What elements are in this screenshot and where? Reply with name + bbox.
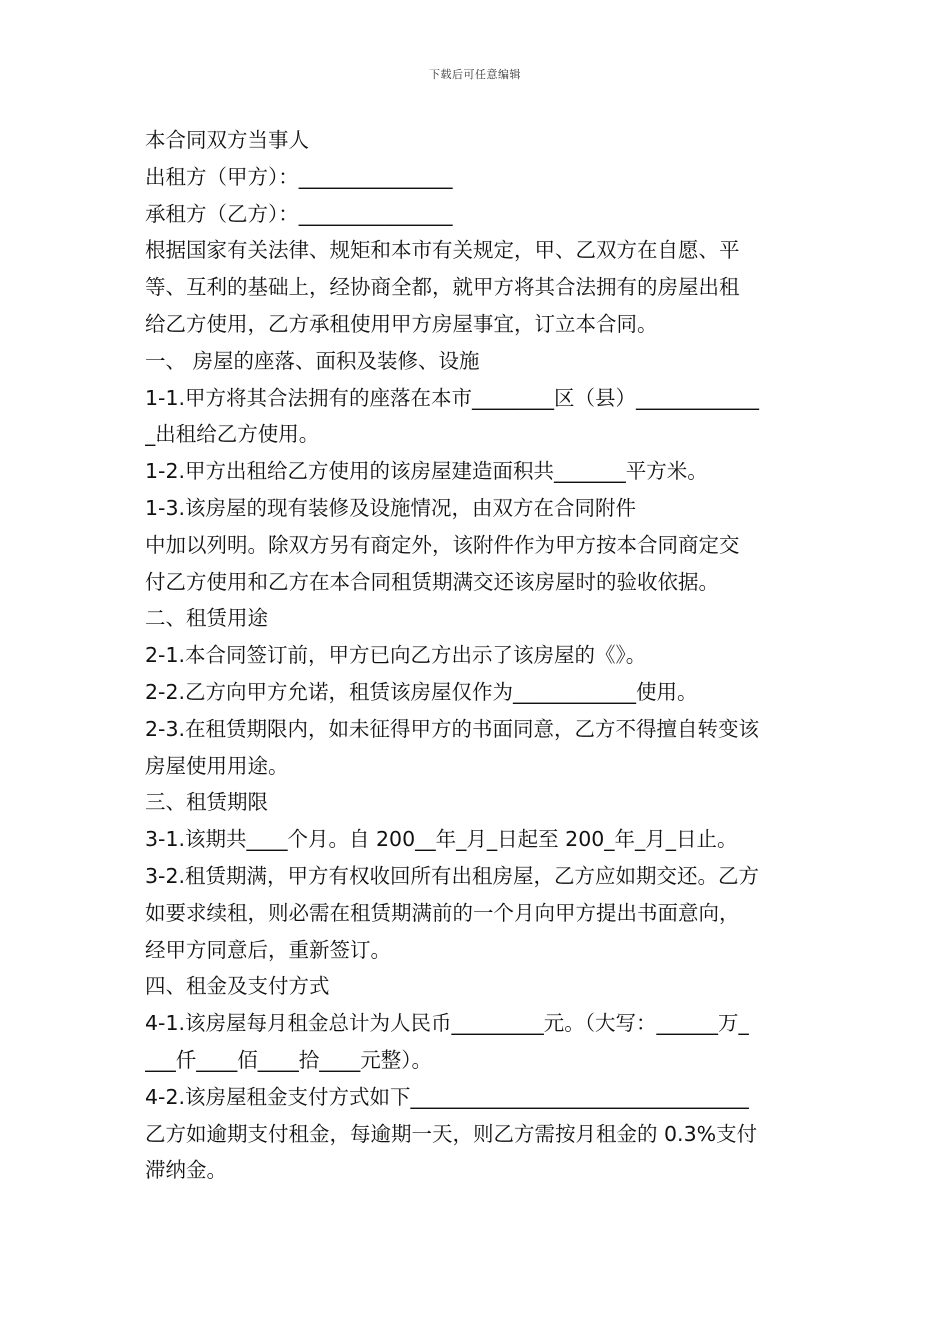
clause-1-1-line-1: 1-1.甲方将其合法拥有的座落在本市________区（县）____________ (145, 385, 759, 410)
preamble-line-3: 给乙方使用，乙方承租使用甲方房屋事宜，订立本合同。 (145, 311, 658, 336)
late-fee-line-2: 滞纳金。 (145, 1158, 227, 1183)
section-4-heading: 四、租金及支付方式 (145, 974, 330, 999)
section-2-heading: 二、租赁用途 (145, 606, 268, 631)
lessor-field: 出租方（甲方）：_______________ (145, 164, 453, 189)
page-header-note: 下载后可任意编辑 (429, 68, 521, 81)
clause-4-2: 4-2.该房屋租金支付方式如下_________________________________ (145, 1084, 749, 1109)
section-1-heading: 一、 房屋的座落、面积及装修、设施 (145, 348, 480, 373)
clause-1-3-line-2: 中加以列明。除双方另有商定外，该附件作为甲方按本合同商定交 (145, 532, 740, 557)
clause-4-1-line-2: ___仟____佰____拾____元整）。 (145, 1047, 432, 1072)
clause-2-2: 2-2.乙方向甲方允诺，租赁该房屋仅作为____________使用。 (145, 679, 698, 704)
clause-1-3-line-3: 付乙方使用和乙方在本合同租赁期满交还该房屋时的验收依据。 (145, 569, 719, 594)
clause-1-2: 1-2.甲方出租给乙方使用的该房屋建造面积共_______平方米。 (145, 459, 708, 484)
clause-3-2-line-3: 经甲方同意后，重新签订。 (145, 937, 391, 962)
contract-body (145, 122, 813, 1189)
clause-1-1-line-2: _出租给乙方使用。 (145, 422, 320, 447)
preamble-line-1: 根据国家有关法律、规矩和本市有关规定，甲、乙双方在自愿、平 (145, 238, 740, 263)
clause-2-1: 2-1.本合同签订前，甲方已向乙方出示了该房屋的《》。 (145, 643, 647, 668)
clause-3-2-line-2: 如要求续租，则必需在租赁期满前的一个月向甲方提出书面意向， (145, 900, 740, 925)
clause-1-3-line-1: 1-3.该房屋的现有装修及设施情况，由双方在合同附件 (145, 495, 636, 520)
late-fee-line-1: 乙方如逾期支付租金，每逾期一天，则乙方需按月租金的 0.3%支付 (145, 1121, 758, 1146)
clause-3-2-line-1: 3-2.租赁期满，甲方有权收回所有出租房屋，乙方应如期交还。乙方 (145, 863, 759, 888)
clause-2-3-line-1: 2-3.在租赁期限内，如未征得甲方的书面同意，乙方不得擅自转变该 (145, 716, 759, 741)
lessee-field: 承租方（乙方）：_______________ (145, 201, 453, 226)
parties-heading: 本合同双方当事人 (145, 128, 309, 152)
clause-3-1: 3-1.该期共____个月。自 200__年_月_日起至 200_年_月_日止。 (145, 827, 738, 852)
preamble-line-2: 等、互利的基础上，经协商全都，就甲方将其合法拥有的房屋出租 (145, 275, 740, 300)
clause-4-1-line-1: 4-1.该房屋每月租金总计为人民币_________元。（大写：______万_ (145, 1011, 749, 1036)
clause-2-3-line-2: 房屋使用用途。 (145, 753, 289, 778)
section-3-heading: 三、租赁期限 (145, 790, 268, 815)
